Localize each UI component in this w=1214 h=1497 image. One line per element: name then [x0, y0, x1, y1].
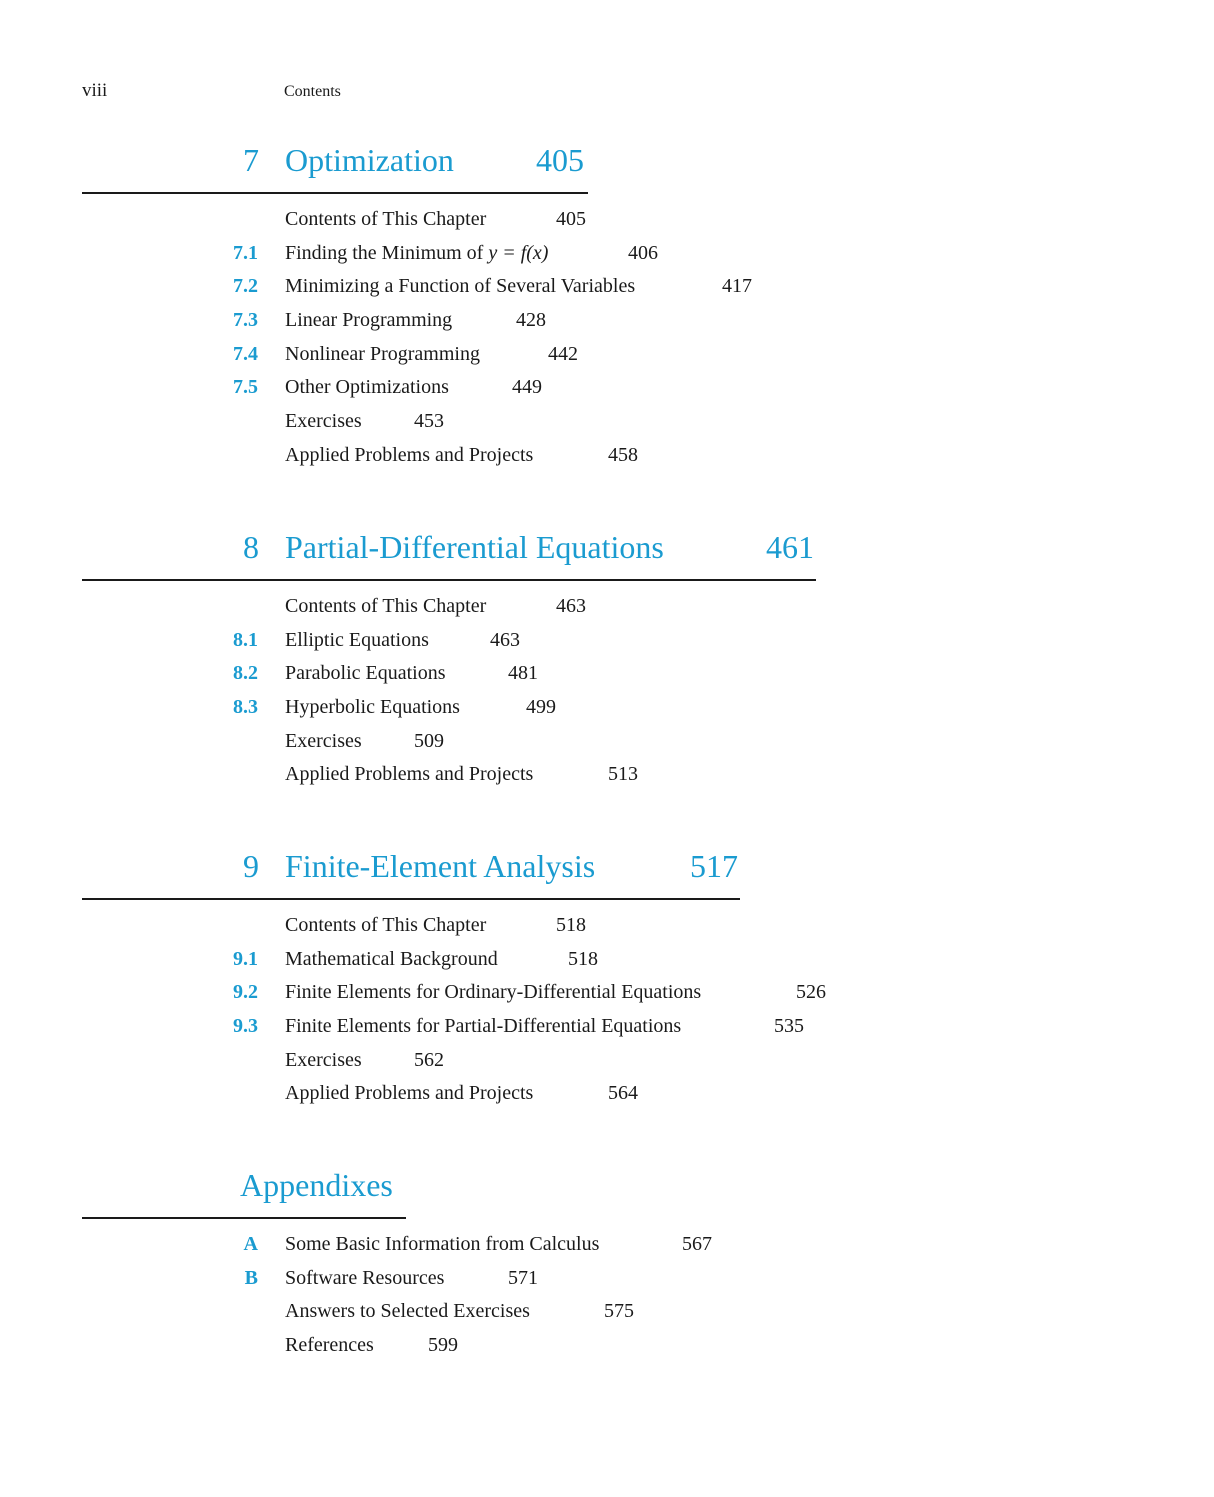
running-title: Contents: [284, 83, 341, 100]
appendixes-rule: [82, 1217, 406, 1219]
section-page: 526: [796, 981, 826, 1004]
appendixes: [82, 1167, 1082, 1357]
toc-entry[interactable]: [82, 914, 982, 948]
section-page: 428: [516, 309, 546, 332]
toc-entry[interactable]: [82, 1082, 982, 1116]
section-title: Nonlinear Programming: [285, 342, 480, 365]
chapter-heading: [82, 142, 1082, 186]
appendix-page: 571: [508, 1266, 538, 1289]
section-title: Minimizing a Function of Several Variables: [285, 275, 636, 298]
section-title: Linear Programming: [285, 309, 453, 332]
section-page: 453: [414, 410, 444, 433]
section-title: Exercises: [285, 410, 362, 433]
appendix-entries: [82, 1233, 982, 1368]
section-title: Exercises: [285, 729, 362, 752]
appendixes-title[interactable]: Appendixes: [240, 1167, 393, 1203]
chapter-8: [82, 529, 1082, 786]
appendix-page: 575: [604, 1300, 634, 1323]
chapter-title[interactable]: Partial-Differential Equations: [285, 529, 664, 565]
section-title: Contents of This Chapter: [285, 208, 487, 230]
section-page: 481: [508, 662, 538, 685]
section-page: 442: [548, 342, 578, 365]
section-page: 518: [556, 914, 586, 936]
section-title: Other Optimizations: [285, 376, 449, 399]
chapter-9: [82, 848, 1082, 1105]
chapter-number: 9: [243, 848, 259, 884]
appendix-page: 599: [428, 1334, 458, 1357]
toc-entry[interactable]: [82, 1049, 982, 1083]
toc-entry[interactable]: [82, 1233, 982, 1267]
section-title: Finite Elements for Partial-Differential Equations: [285, 1015, 682, 1038]
section-page: 518: [568, 947, 598, 970]
toc-entry[interactable]: [82, 948, 982, 982]
section-title: Contents of This Chapter: [285, 595, 487, 617]
toc-entry[interactable]: [82, 444, 982, 478]
toc-entry[interactable]: [82, 696, 982, 730]
section-title-text: Finding the Minimum of: [285, 241, 489, 264]
section-title: Finite Elements for Ordinary-Differential Equations: [285, 981, 702, 1004]
section-number: 7.1: [233, 241, 258, 264]
chapter-page: 461: [766, 529, 814, 565]
section-page: 513: [608, 763, 638, 786]
toc-entry[interactable]: [82, 1334, 982, 1368]
section-page: 535: [774, 1015, 804, 1038]
appendix-title: Software Resources: [285, 1266, 445, 1289]
section-page: 463: [490, 628, 520, 651]
section-number: 8.3: [233, 696, 258, 719]
section-page: 564: [608, 1082, 638, 1105]
section-number: 9.2: [233, 981, 258, 1004]
chapter-title[interactable]: Finite-Element Analysis: [285, 848, 596, 884]
section-page: 449: [512, 376, 542, 399]
toc-entry[interactable]: [82, 1015, 982, 1049]
section-number: 7.3: [233, 309, 258, 332]
chapter-number: 7: [243, 142, 259, 178]
toc-entry[interactable]: [82, 629, 982, 663]
section-number: 9.1: [233, 947, 258, 970]
appendix-title: Some Basic Information from Calculus: [285, 1233, 600, 1255]
chapter-heading: [82, 848, 1082, 892]
section-number: 9.3: [233, 1015, 258, 1038]
section-title-math: y = f(x): [488, 241, 549, 264]
section-page: 417: [722, 275, 752, 298]
section-number: 7.5: [233, 376, 258, 399]
toc-entry[interactable]: [82, 242, 982, 276]
section-number: 8.1: [233, 628, 258, 651]
section-number: 7.4: [233, 342, 258, 365]
toc-entry[interactable]: [82, 730, 982, 764]
appendix-letter: B: [244, 1266, 258, 1289]
section-page: 458: [608, 443, 638, 466]
section-page: 562: [414, 1048, 444, 1071]
chapter-entries: [82, 208, 982, 478]
chapter-rule: [82, 579, 816, 581]
appendixes-heading: [82, 1167, 1082, 1211]
chapter-7: [82, 142, 1082, 466]
section-title: Applied Problems and Projects: [285, 1082, 534, 1105]
chapter-number: 8: [243, 529, 259, 565]
section-title: Exercises: [285, 1048, 362, 1071]
toc-entry[interactable]: [82, 309, 982, 343]
chapter-page: 517: [690, 848, 738, 884]
chapter-title[interactable]: Optimization: [285, 142, 454, 178]
toc-entry[interactable]: [82, 410, 982, 444]
section-page: 499: [526, 696, 556, 719]
toc-entry[interactable]: [82, 595, 982, 629]
chapter-heading: [82, 529, 1082, 573]
toc-entry[interactable]: [82, 208, 982, 242]
toc-entry[interactable]: [82, 1300, 982, 1334]
toc-entry[interactable]: [82, 275, 982, 309]
chapter-page: 405: [536, 142, 584, 178]
appendix-letter: A: [243, 1233, 258, 1255]
section-title: Parabolic Equations: [285, 662, 446, 685]
page-folio: viii: [82, 80, 108, 101]
chapter-rule: [82, 192, 588, 194]
appendix-title: Answers to Selected Exercises: [285, 1300, 530, 1323]
running-head: [82, 80, 682, 104]
section-title: Elliptic Equations: [285, 628, 429, 651]
toc-entry[interactable]: [82, 981, 982, 1015]
section-number: 7.2: [233, 275, 258, 298]
appendix-title: References: [285, 1334, 374, 1357]
toc-entry[interactable]: [82, 763, 982, 797]
section-page: 509: [414, 729, 444, 752]
section-title: Applied Problems and Projects: [285, 443, 534, 466]
toc-entry[interactable]: [82, 1267, 982, 1301]
toc-entry[interactable]: [82, 662, 982, 696]
section-page: 405: [556, 208, 586, 230]
section-title: [285, 242, 548, 265]
chapter-entries: [82, 914, 982, 1116]
section-title: Hyperbolic Equations: [285, 696, 460, 719]
toc-entry[interactable]: [82, 343, 982, 377]
chapter-entries: [82, 595, 982, 797]
section-title: Applied Problems and Projects: [285, 763, 534, 786]
section-page: 463: [556, 595, 586, 617]
chapter-rule: [82, 898, 740, 900]
appendix-page: 567: [682, 1233, 712, 1255]
toc-entry[interactable]: [82, 376, 982, 410]
section-title: Mathematical Background: [285, 947, 498, 970]
section-number: 8.2: [233, 662, 258, 685]
section-page: 406: [628, 241, 658, 264]
section-title: Contents of This Chapter: [285, 914, 487, 936]
